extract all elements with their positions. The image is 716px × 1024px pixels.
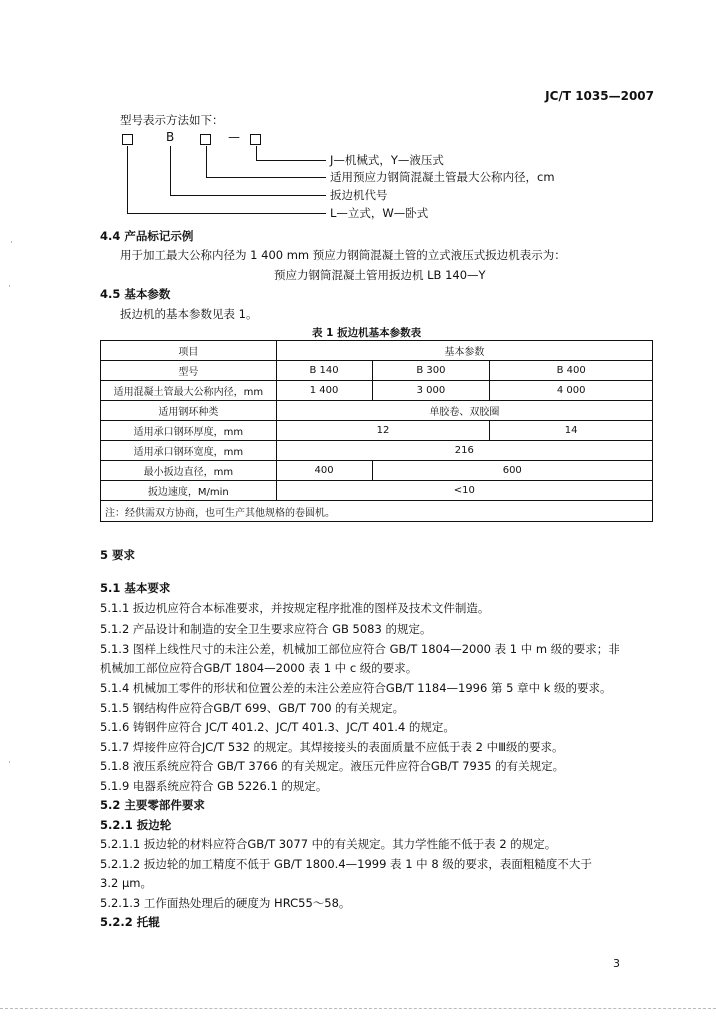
clause-5-1-4: 5.1.4 机械加工零件的形状和位置公差的未注公差应符合GB/T 1184—1996 第 5 章中 k 级的要求。 [100, 681, 612, 695]
code-dash: — [228, 130, 240, 144]
scan-speck: · [10, 238, 13, 248]
leader-code-h [170, 195, 326, 196]
leader-diameter-v [206, 146, 207, 177]
table-row [101, 361, 653, 381]
leader-code-v [170, 146, 171, 195]
clause-5-1-3b: 机械加工部位应符合GB/T 1804—2000 表 1 中 c 级的要求。 [100, 661, 418, 675]
label-code: 扳边机代号 [330, 188, 388, 202]
table-caption: 表 1 扳边机基本参数表 [312, 327, 422, 339]
table-row [101, 381, 653, 401]
cell-min-dia-1: 400 [276, 461, 372, 481]
row-label-ring-type: 适用钢环种类 [101, 401, 277, 421]
clause-5-1-5: 5.1.5 钢结构件应符合GB/T 699、GB/T 700 的有关规定。 [100, 701, 405, 715]
heading-5-1: 5.1 基本要求 [100, 581, 171, 595]
label-type: L—立式，W—卧式 [330, 206, 429, 220]
heading-5-2: 5.2 主要零部件要求 [100, 798, 205, 812]
cell-ring-type: 单胶卷、双胶圈 [276, 401, 652, 421]
row-label-model: 型号 [101, 361, 277, 381]
table-row [101, 341, 653, 361]
heading-5: 5 要求 [100, 548, 136, 562]
label-diameter: 适用预应力钢筒混凝土管最大公称内径，cm [330, 170, 555, 184]
para-4-4-line2: 预应力钢筒混凝土管用扳边机 LB 140—Y [274, 268, 486, 282]
clause-5-2-1-2a: 5.2.1.2 扳边轮的加工精度不低于 GB/T 1800.4—1999 表 1 中 8 级的要求，表面粗糙度不大于 [100, 857, 592, 871]
table-head-params: 基本参数 [276, 341, 652, 361]
table-row [101, 401, 653, 421]
clause-5-1-9: 5.1.9 电器系统应符合 GB 5226.1 的规定。 [100, 779, 328, 793]
cell-speed: <10 [276, 481, 652, 501]
cell-diameter-2: 3 000 [372, 381, 490, 401]
code-box-drive [250, 134, 261, 145]
leader-type-v [127, 146, 128, 213]
clause-5-2-1-3: 5.2.1.3 工作面热处理后的硬度为 HRC55～58。 [100, 896, 351, 910]
label-drive: J—机械式，Y—液压式 [330, 153, 444, 167]
para-4-5: 扳边机的基本参数见表 1。 [120, 307, 258, 321]
cell-diameter-3: 4 000 [490, 381, 653, 401]
code-box-diameter [200, 134, 211, 145]
table-row [101, 461, 653, 481]
model-code-diagram [120, 128, 555, 228]
code-box-type [122, 134, 133, 145]
clause-5-2-1-2b: 3.2 μm。 [100, 876, 152, 890]
row-label-thickness: 适用承口钢环厚度，mm [101, 421, 277, 441]
cell-min-dia-23: 600 [372, 461, 653, 481]
cell-model-1: B 140 [276, 361, 372, 381]
clause-5-1-2: 5.1.2 产品设计和制造的安全卫生要求应符合 GB 5083 的规定。 [100, 622, 432, 636]
cell-thickness-3: 14 [490, 421, 653, 441]
leader-drive-h [256, 160, 326, 161]
table-row [101, 481, 653, 501]
row-label-speed: 扳边速度，M/min [101, 481, 277, 501]
model-code-intro: 型号表示方法如下： [120, 113, 224, 127]
leader-diameter-h [206, 177, 326, 178]
row-label-width: 适用承口钢环宽度，mm [101, 441, 277, 461]
row-label-diameter: 适用混凝土管最大公称内径，mm [101, 381, 277, 401]
heading-4-4: 4.4 产品标记示例 [100, 229, 194, 243]
cell-model-2: B 300 [372, 361, 490, 381]
clause-5-1-8: 5.1.8 液压系统应符合 GB/T 3766 的有关规定。液压元件应符合GB/T 7935 的有关规定。 [100, 759, 565, 773]
scan-speck: · [8, 282, 11, 292]
clause-5-1-7: 5.1.7 焊接件应符合JC/T 532 的规定。其焊接接头的表面质量不应低于表 2 中Ⅲ级的要求。 [100, 740, 564, 754]
clause-5-1-3a: 5.1.3 图样上线性尺寸的未注公差，机械加工部位应符合 GB/T 1804—2000 表 1 中 m 级的要求；非 [100, 642, 620, 656]
standard-number: JC/T 1035—2007 [545, 89, 654, 103]
table-row [101, 441, 653, 461]
code-letter: B [166, 130, 175, 144]
para-4-4-line1: 用于加工最大公称内径为 1 400 mm 预应力钢筒混凝土管的立式液压式扳边机表示为： [120, 248, 566, 262]
table-row [101, 421, 653, 441]
cell-thickness-12: 12 [276, 421, 490, 441]
cell-diameter-1: 1 400 [276, 381, 372, 401]
clause-5-1-6: 5.1.6 铸钢件应符合 JC/T 401.2、JC/T 401.3、JC/T 401.4 的规定。 [100, 720, 455, 734]
heading-4-5: 4.5 基本参数 [100, 287, 171, 301]
scan-edge-line [0, 1008, 716, 1009]
table-head-item: 项目 [101, 341, 277, 361]
page-number: 3 [613, 957, 620, 970]
heading-5-2-1: 5.2.1 扳边轮 [100, 818, 172, 832]
cell-model-3: B 400 [490, 361, 653, 381]
leader-drive-v [256, 146, 257, 160]
table-row [101, 501, 653, 522]
clause-5-1-1: 5.1.1 扳边机应符合本标准要求，并按规定程序批准的图样及技术文件制造。 [100, 601, 490, 615]
cell-width: 216 [276, 441, 652, 461]
parameter-table [100, 340, 653, 522]
heading-5-2-2: 5.2.2 托辊 [100, 915, 160, 929]
scan-speck: · [8, 758, 11, 768]
row-label-min-dia: 最小扳边直径，mm [101, 461, 277, 481]
table-note: 注：经供需双方协商，也可生产其他规格的卷圆机。 [101, 501, 653, 522]
clause-5-2-1-1: 5.2.1.1 扳边轮的材料应符合GB/T 3077 中的有关规定。其力学性能不低于表 2 的规定。 [100, 837, 557, 851]
leader-type-h [127, 213, 326, 214]
